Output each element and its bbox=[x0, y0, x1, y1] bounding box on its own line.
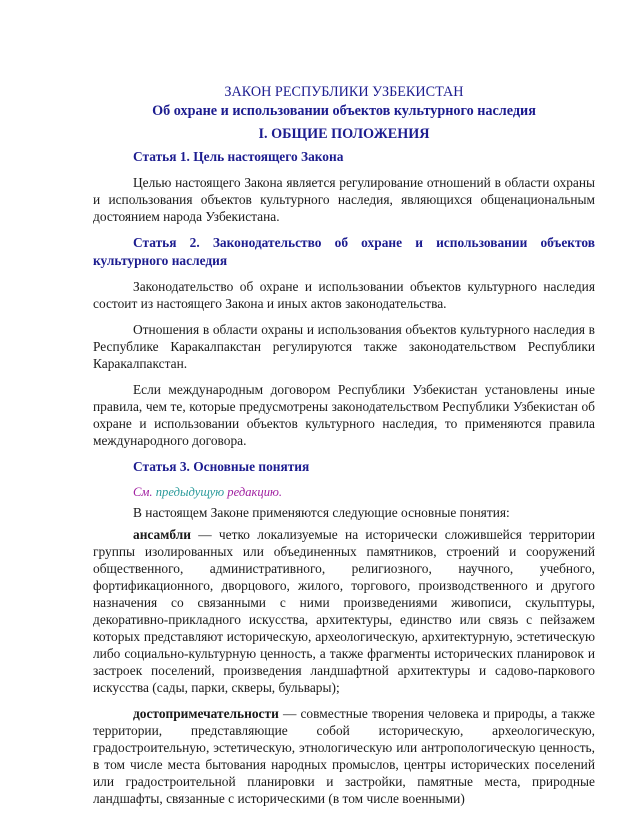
definition-term: ансамбли bbox=[133, 527, 191, 542]
article-heading: Статья 3. Основные понятия bbox=[133, 459, 310, 474]
document-subtitle: Об охране и использовании объектов культурного наследия bbox=[152, 103, 536, 119]
article-paragraph: Отношения в области охраны и использования объектов культурного наследия в Республике Каракалпакстан регулируются также законодательством Республики Каракалпакстан. bbox=[93, 322, 595, 371]
definition-text: — совместные творения человека и природы, а также территории, представляющие собой историческую, археологическую, градостроительную, эстетическую, этнологическую или антропологическую ценность, в том числе места бытования народных промыслов, центры исторических поселений или градостроительной планировки и застройки, памятные места, природные ландшафты, связанные с историческими (в том числе военными) bbox=[93, 706, 595, 806]
edition-note-part[interactable]: редакцию. bbox=[227, 485, 283, 499]
article-intro: В настоящем Законе применяются следующие основные понятия: bbox=[133, 505, 510, 520]
article-paragraph: Целью настоящего Закона является регулирование отношений в области охраны и использования объектов культурного наследия, являющихся общенациональным достоянием народа Узбекистана. bbox=[93, 175, 595, 224]
article-paragraph: Если международным договором Республики Узбекистан установлены иные правила, чем те, которые предусмотрены законодательством Республики Узбекистан об охране и использовании объектов культурного наследия, то применяются правила международного договора. bbox=[93, 382, 595, 448]
definition-item bbox=[93, 705, 595, 807]
definition-text: — четко локализуемые на исторически сложившейся территории группы изолированных или объединенных памятников, строений и сооружений общественного, административного, религиозного, научного, учебного, фортификационного, дворцового, жилого, торгового, производственного и другого назначения со связанными с ними произведениями живописи, скульптуры, декоративно-прикладного искусства, архитектуры, единство или связь с пейзажем которых представляют историческую, археологическую, архитектурную, эстетическую либо социально-культурную ценность, а также фрагменты исторических планировок и застроек поселений, произведения ландшафтной архитектуры и садово-паркового искусства (сады, парки, скверы, бульвары); bbox=[93, 527, 595, 695]
definition-term: достопримечательности bbox=[133, 706, 279, 721]
document-title: ЗАКОН РЕСПУБЛИКИ УЗБЕКИСТАН bbox=[224, 84, 464, 100]
edition-note-part[interactable]: См. bbox=[133, 485, 153, 499]
document-page bbox=[93, 83, 595, 816]
article-3 bbox=[93, 458, 595, 807]
edition-note-part[interactable]: предыдущую bbox=[155, 485, 225, 499]
previous-edition-link[interactable] bbox=[93, 484, 595, 501]
article-heading: Статья 1. Цель настоящего Закона bbox=[133, 149, 344, 164]
definition-item bbox=[93, 526, 595, 696]
article-paragraph: Законодательство об охране и использовании объектов культурного наследия состоит из настоящего Закона и иных актов законодательства. bbox=[93, 279, 595, 311]
article-1 bbox=[93, 148, 595, 225]
section-title: I. ОБЩИЕ ПОЛОЖЕНИЯ bbox=[258, 126, 430, 142]
article-heading: Статья 2. Законодательство об охране и использовании объектов культурного наследия bbox=[93, 235, 595, 268]
article-2 bbox=[93, 234, 595, 449]
